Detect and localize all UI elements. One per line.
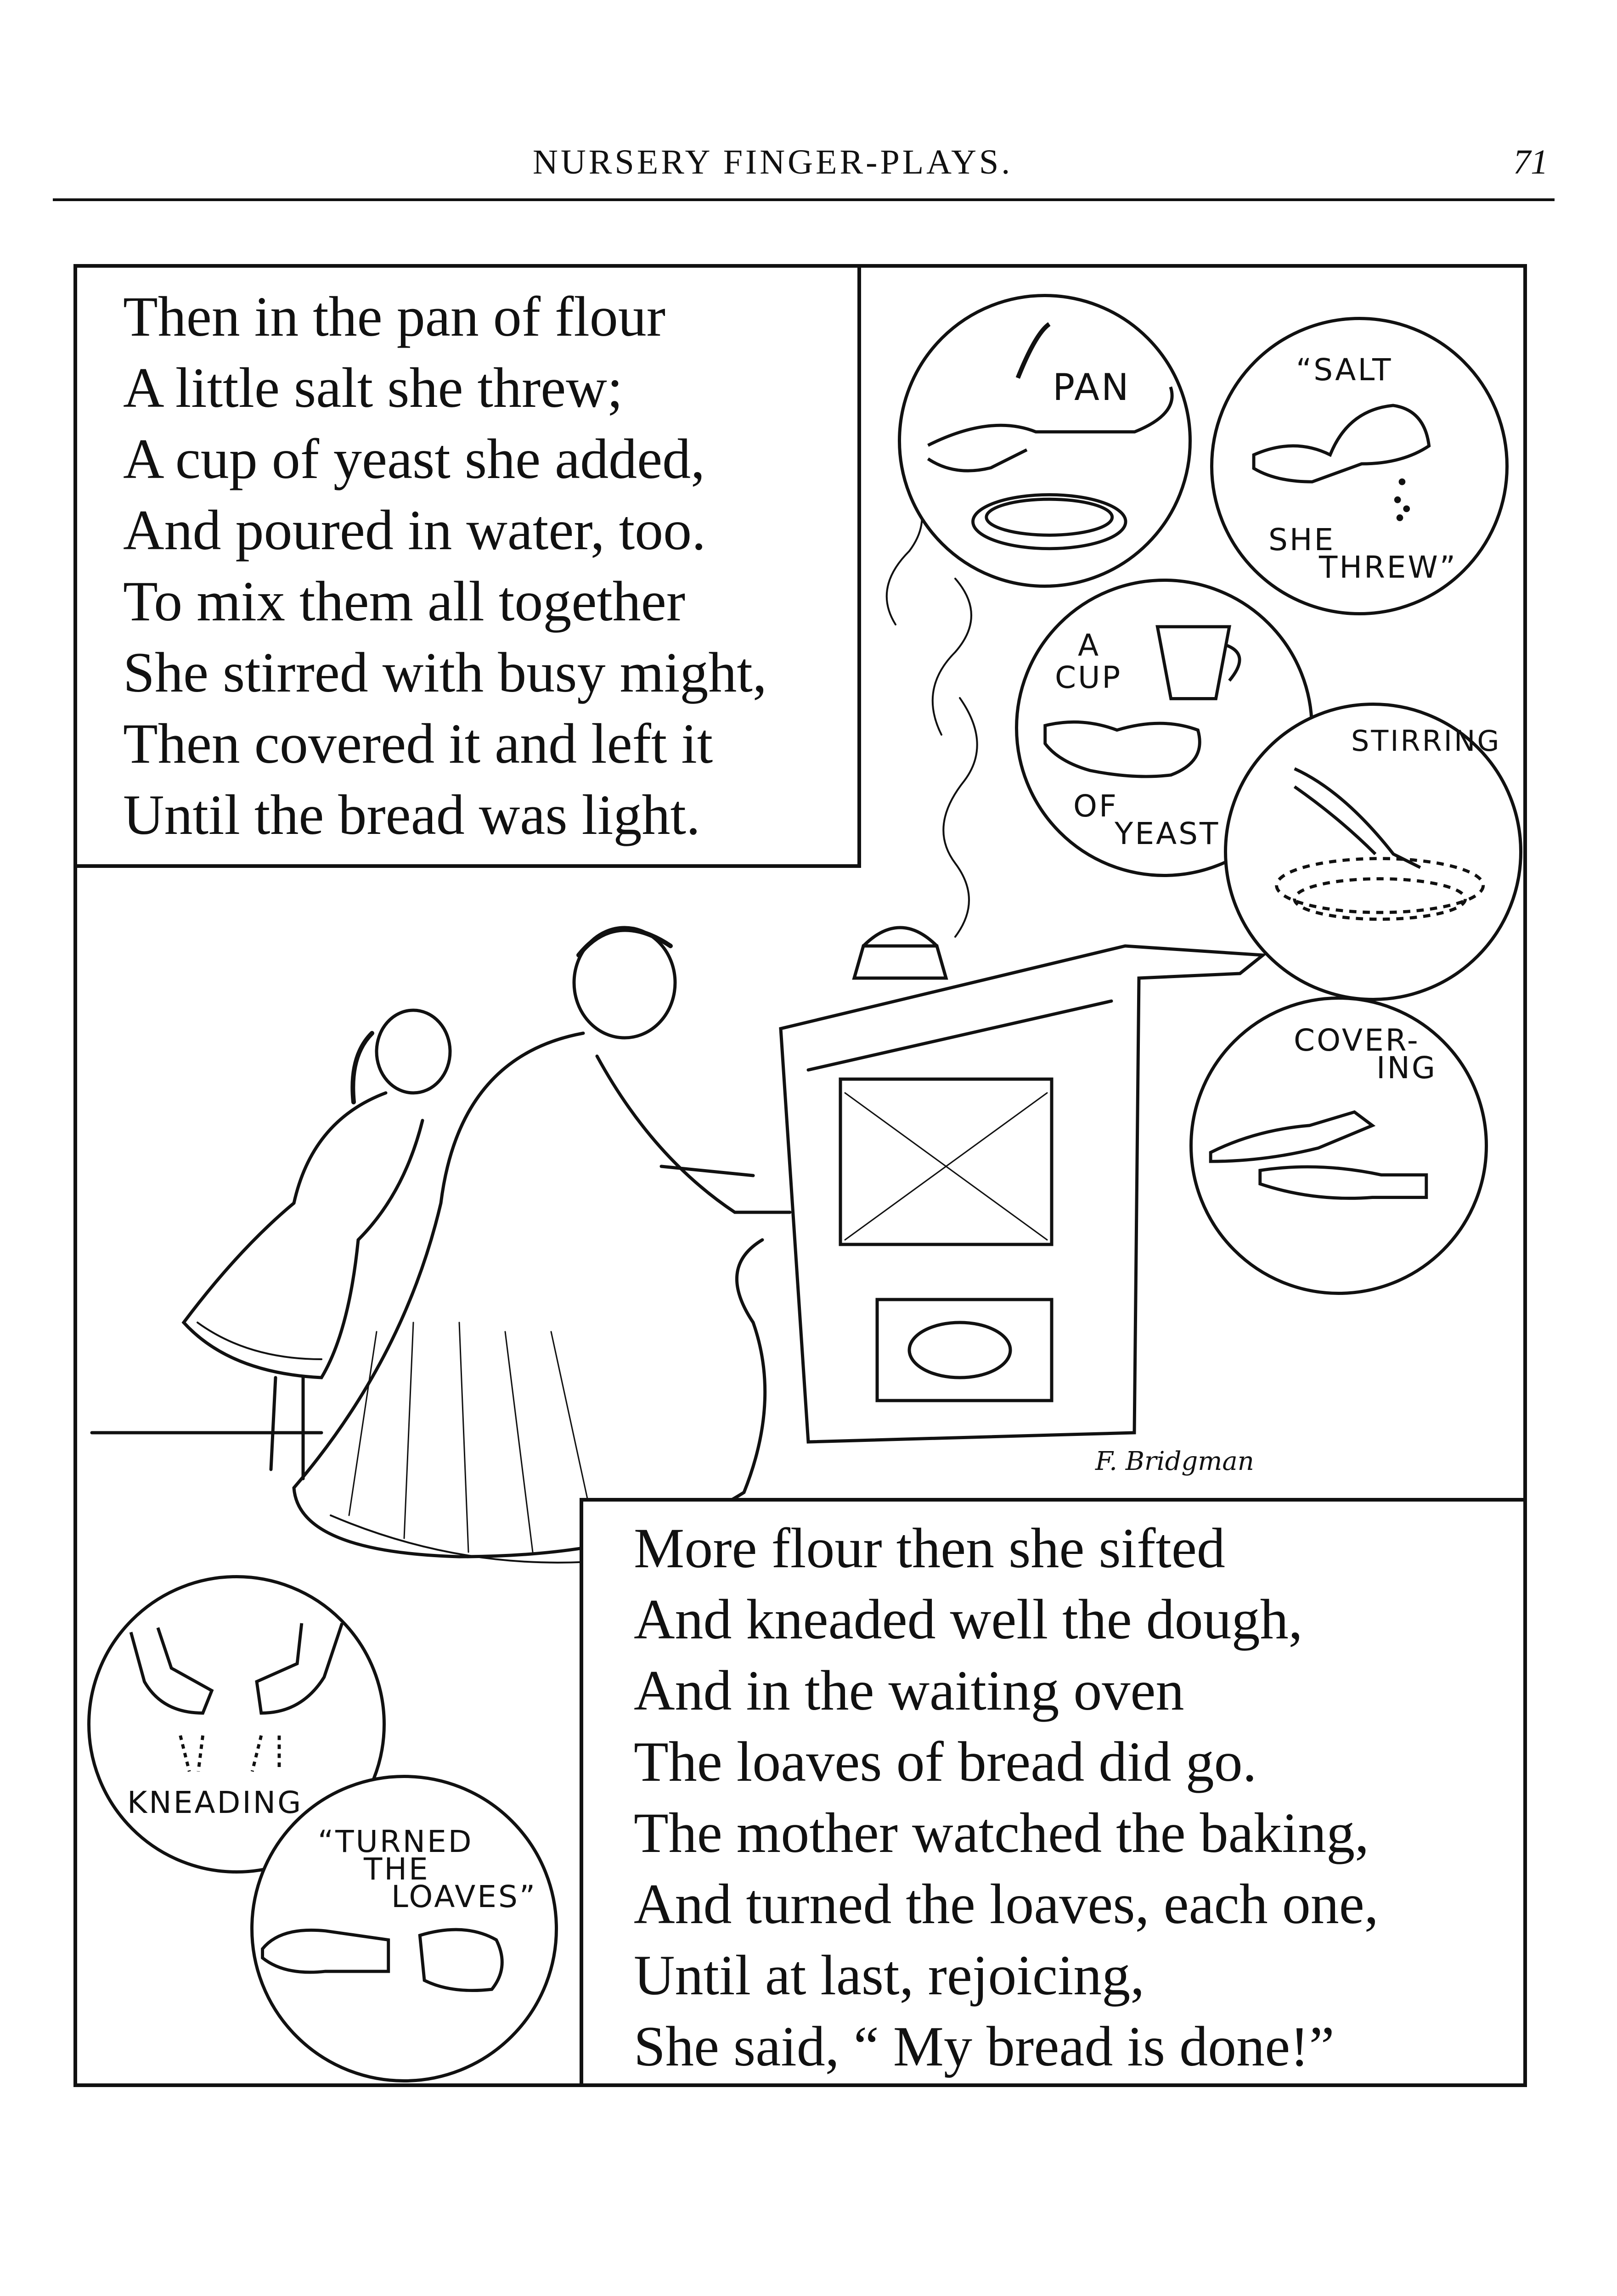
kneading-label: KNEADING (127, 1785, 303, 1820)
verse-line: The mother watched the baking, (634, 1801, 1369, 1864)
pan-label: PAN (1053, 366, 1131, 409)
verse-line: More flour then she sifted (634, 1517, 1225, 1580)
a-cup-label-1: A (1078, 628, 1101, 663)
a-cup-label-2: CUP (1055, 660, 1122, 695)
turned-label-2: THE (364, 1851, 430, 1887)
stirring-vignette (1224, 703, 1522, 1001)
covering-label-1: COVER- (1294, 1023, 1420, 1058)
verse-top-box (73, 264, 861, 868)
verse-line: And poured in water, too. (123, 499, 706, 562)
turned-label-3: LOAVES” (391, 1879, 537, 1914)
she-threw-label-1: SHE (1268, 522, 1335, 557)
verse-line: She said, “ My bread is done!” (634, 2015, 1335, 2078)
verse-line: Then covered it and left it (123, 712, 713, 775)
verse-line: And turned the loaves, each one, (634, 1873, 1379, 1936)
verse-line: She stirred with busy might, (123, 641, 767, 704)
verse-line: Until at last, rejoicing, (634, 1944, 1145, 2007)
pan-vignette (898, 294, 1192, 588)
turning-loaves-icon (254, 1778, 555, 2079)
turned-label-1: “TURNED (318, 1824, 473, 1859)
verse-line: And in the waiting oven (634, 1659, 1184, 1722)
she-threw-label-2: THREW” (1319, 550, 1457, 585)
of-yeast-label-1: OF (1073, 788, 1118, 824)
salt-vignette (1210, 317, 1509, 615)
of-yeast-label-2: YEAST (1115, 816, 1220, 851)
covering-vignette (1189, 996, 1488, 1295)
verse-line: Then in the pan of flour (123, 285, 666, 348)
verse-line: The loaves of bread did go. (634, 1730, 1257, 1793)
verse-line: A little salt she threw; (123, 356, 623, 419)
verse-line: A cup of yeast she added, (123, 428, 705, 490)
verse-bottom-box (580, 1498, 1527, 2087)
stirring-label: STIRRING (1351, 724, 1501, 758)
pan-hand-icon (901, 297, 1189, 585)
covering-label-2: ING (1376, 1050, 1437, 1086)
salt-label: “SALT (1296, 352, 1393, 388)
page-number: 71 (1513, 143, 1548, 181)
artist-signature: F. Bridgman (1095, 1446, 1254, 1476)
turning-vignette (250, 1775, 558, 2082)
verse-line: Until the bread was light. (123, 783, 700, 846)
verse-line: And kneaded well the dough, (634, 1588, 1303, 1651)
running-head: NURSERY FINGER-PLAYS. (533, 143, 1013, 181)
verse-line: To mix them all together (123, 570, 686, 633)
